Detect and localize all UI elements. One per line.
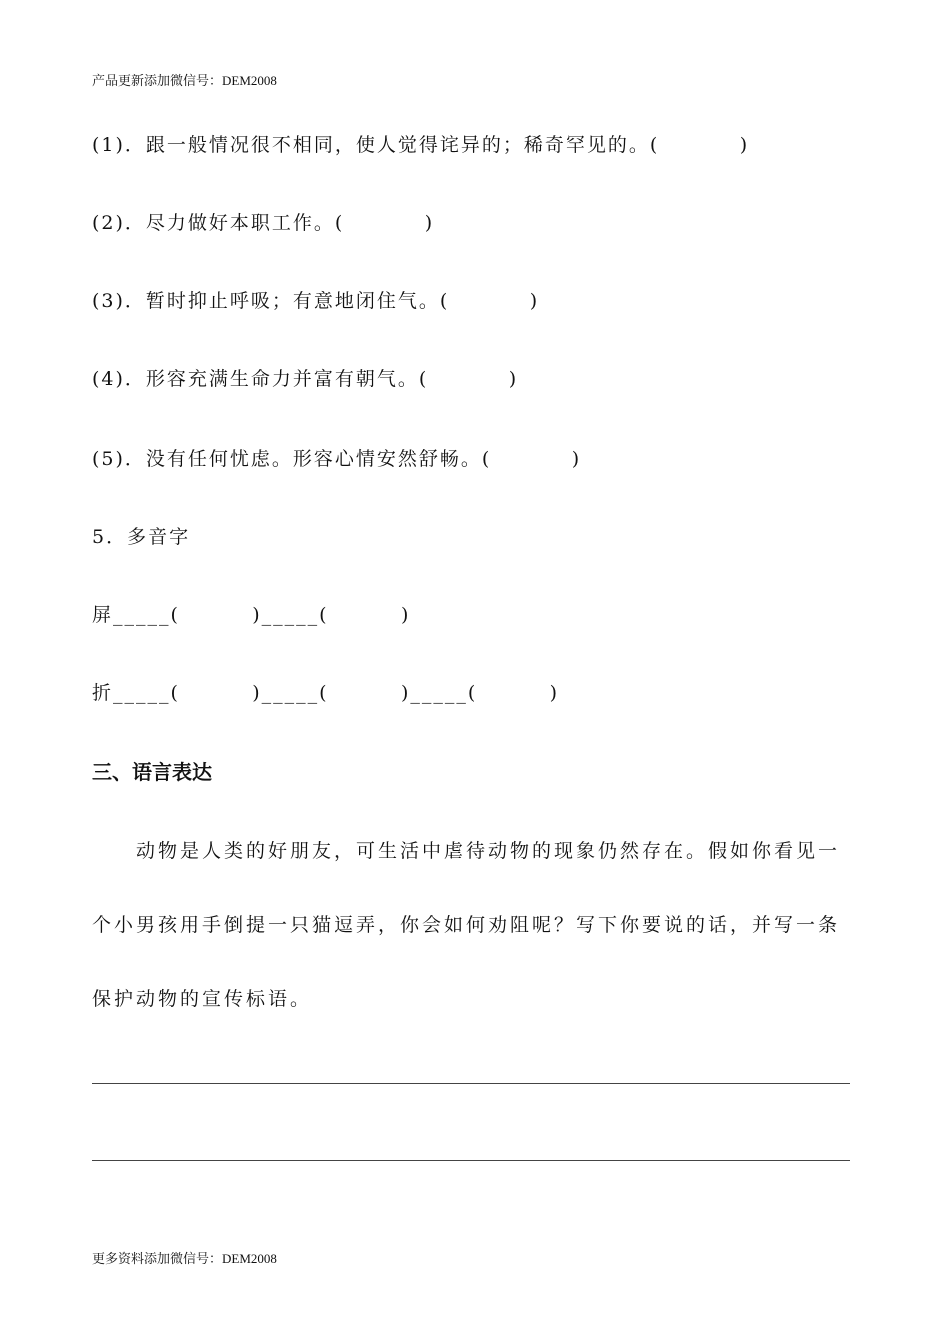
question-item-3: (3)．暂时抑止呼吸；有意地闭住气。( ) [92,290,540,312]
question-item-2: (2)．尽力做好本职工作。( ) [92,212,435,234]
question-item-4: (4)．形容充满生命力并富有朝气。( ) [92,368,519,390]
page-footer: 更多资料添加微信号：DEM2008 [92,1251,277,1266]
prompt-line: 保护动物的宣传标语。 [92,988,313,1010]
polyphone-title: 5．多音字 [92,526,191,548]
prompt-line: 动物是人类的好朋友，可生活中虐待动物的现象仍然存在。假如你看见一 [92,840,841,862]
page-header: 产品更新添加微信号：DEM2008 [92,73,277,88]
prompt-line: 个小男孩用手倒提一只猫逗弄，你会如何劝阻呢？写下你要说的话，并写一条 [92,914,841,936]
answer-line[interactable] [92,1083,850,1084]
answer-line[interactable] [92,1160,850,1161]
polyphone-row-zhe: 折_____( )_____( )_____( ) [92,682,560,704]
question-item-5: (5)．没有任何忧虑。形容心情安然舒畅。( ) [92,448,582,470]
question-item-1: (1)．跟一般情况很不相同，使人觉得诧异的；稀奇罕见的。( ) [92,134,750,156]
polyphone-row-ping: 屏_____( )_____( ) [92,604,411,626]
section-title: 三、语言表达 [92,760,212,784]
